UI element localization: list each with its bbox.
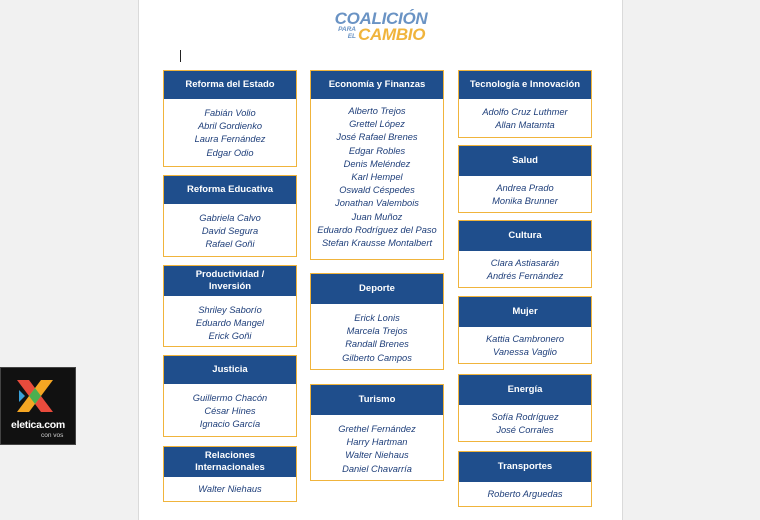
committee-card bbox=[458, 145, 592, 213]
committee-card bbox=[458, 70, 592, 138]
member-name: Vanessa Vaglio bbox=[493, 347, 557, 358]
committee-card bbox=[163, 355, 297, 437]
member-name: Erick Lonis bbox=[354, 313, 400, 323]
committee-card bbox=[458, 220, 592, 288]
member-name: Grethel Fernández bbox=[338, 424, 416, 434]
committee-card bbox=[458, 451, 592, 507]
member-name: Kattia Cambronero bbox=[485, 334, 565, 344]
member-name: Walter Niehaus bbox=[345, 450, 409, 461]
member-name: Grettel López bbox=[349, 119, 405, 130]
committee-card bbox=[163, 70, 297, 167]
committee-title: Cultura bbox=[459, 221, 591, 251]
member-name: César Hines bbox=[204, 406, 256, 417]
coalicion-logo bbox=[322, 9, 440, 47]
committee-card bbox=[458, 374, 592, 442]
eletica-logo-icon bbox=[13, 376, 57, 416]
member-name: Fabián Volio bbox=[204, 108, 256, 118]
committee-title: Economía y Finanzas bbox=[311, 71, 443, 99]
committee-title-line: Internacionales bbox=[195, 462, 265, 473]
member-name: David Segura bbox=[201, 226, 259, 237]
site-watermark bbox=[0, 367, 76, 445]
member-name: Oswald Céspedes bbox=[339, 185, 415, 196]
committee-card bbox=[310, 70, 444, 260]
member-name: Laura Fernández bbox=[194, 134, 266, 145]
committee-card bbox=[310, 384, 444, 481]
member-name: Alberto Trejos bbox=[348, 106, 406, 116]
member-name: Denis Meléndez bbox=[343, 158, 411, 169]
committee-title: Mujer bbox=[459, 297, 591, 327]
member-name: Andrés Fernández bbox=[486, 271, 564, 282]
member-name: Jonathan Valembois bbox=[335, 198, 419, 209]
member-name: Edgar Odio bbox=[206, 147, 254, 158]
committee-title-line: Productividad / bbox=[195, 269, 265, 280]
logo-line-2 bbox=[328, 26, 356, 40]
member-name: Guillermo Chacón bbox=[192, 393, 268, 403]
member-name: Erick Goñi bbox=[208, 331, 252, 342]
member-name: Rafael Goñi bbox=[205, 239, 255, 250]
committee-title: Reforma del Estado bbox=[164, 71, 296, 99]
committee-card bbox=[163, 265, 297, 347]
site-tagline: con vos bbox=[41, 432, 64, 439]
committee-card bbox=[310, 273, 444, 370]
member-name: Juan Muñoz bbox=[351, 211, 403, 222]
member-name: Gabriela Calvo bbox=[199, 213, 261, 223]
member-name: José Rafael Brenes bbox=[336, 132, 418, 143]
committee-title: Transportes bbox=[459, 452, 591, 482]
committee-card bbox=[458, 296, 592, 364]
member-name: Marcela Trejos bbox=[346, 326, 408, 337]
member-name: Shriley Saborío bbox=[198, 305, 262, 315]
member-name: Randall Brenes bbox=[345, 339, 409, 350]
member-name: Allan Matamta bbox=[495, 120, 555, 131]
logo-line-3: CAMBIO bbox=[358, 25, 426, 44]
logo-para: PARA bbox=[338, 26, 356, 33]
member-name: Ignacio García bbox=[199, 419, 261, 430]
committee-title: Deporte bbox=[311, 274, 443, 304]
committee-title: Energía bbox=[459, 375, 591, 405]
site-name: eletica.com bbox=[11, 419, 65, 431]
committee-title bbox=[164, 447, 296, 477]
member-name: Harry Hartman bbox=[346, 437, 408, 448]
member-name: Adolfo Cruz Luthmer bbox=[482, 107, 568, 117]
member-name: Eduardo Rodríguez del Paso bbox=[317, 224, 437, 235]
committee-title: Salud bbox=[459, 146, 591, 176]
committee-title: Turismo bbox=[311, 385, 443, 415]
member-name: Edgar Robles bbox=[348, 145, 406, 156]
committee-title: Justicia bbox=[164, 356, 296, 384]
member-name: Eduardo Mangel bbox=[195, 318, 265, 329]
committee-card bbox=[163, 175, 297, 257]
member-name: Stefan Krausse Montalbert bbox=[321, 238, 433, 249]
logo-line-1: COALICIÓN bbox=[334, 9, 428, 28]
member-name: Gilberto Campos bbox=[342, 352, 412, 363]
text-cursor bbox=[180, 50, 181, 62]
committee-card bbox=[163, 446, 297, 502]
member-name: Monika Brunner bbox=[492, 196, 558, 207]
committee-title bbox=[164, 266, 296, 296]
member-name: Karl Hempel bbox=[351, 172, 403, 183]
member-name: Daniel Chavarría bbox=[342, 463, 412, 474]
member-name: Andrea Prado bbox=[496, 183, 554, 193]
committee-title: Tecnología e Innovación bbox=[459, 71, 591, 99]
logo-el: EL bbox=[347, 33, 356, 40]
committee-title-line: Relaciones bbox=[204, 450, 256, 461]
member-name: Roberto Arguedas bbox=[487, 489, 563, 499]
member-name: Sofía Rodríguez bbox=[491, 412, 559, 422]
committee-title-line: Inversión bbox=[208, 281, 252, 292]
committee-title: Reforma Educativa bbox=[164, 176, 296, 204]
member-name: Clara Astiasarán bbox=[490, 258, 560, 268]
member-name: Abril Gordienko bbox=[197, 121, 263, 132]
member-name: José Corrales bbox=[496, 425, 554, 436]
member-name: Walter Niehaus bbox=[198, 484, 262, 494]
